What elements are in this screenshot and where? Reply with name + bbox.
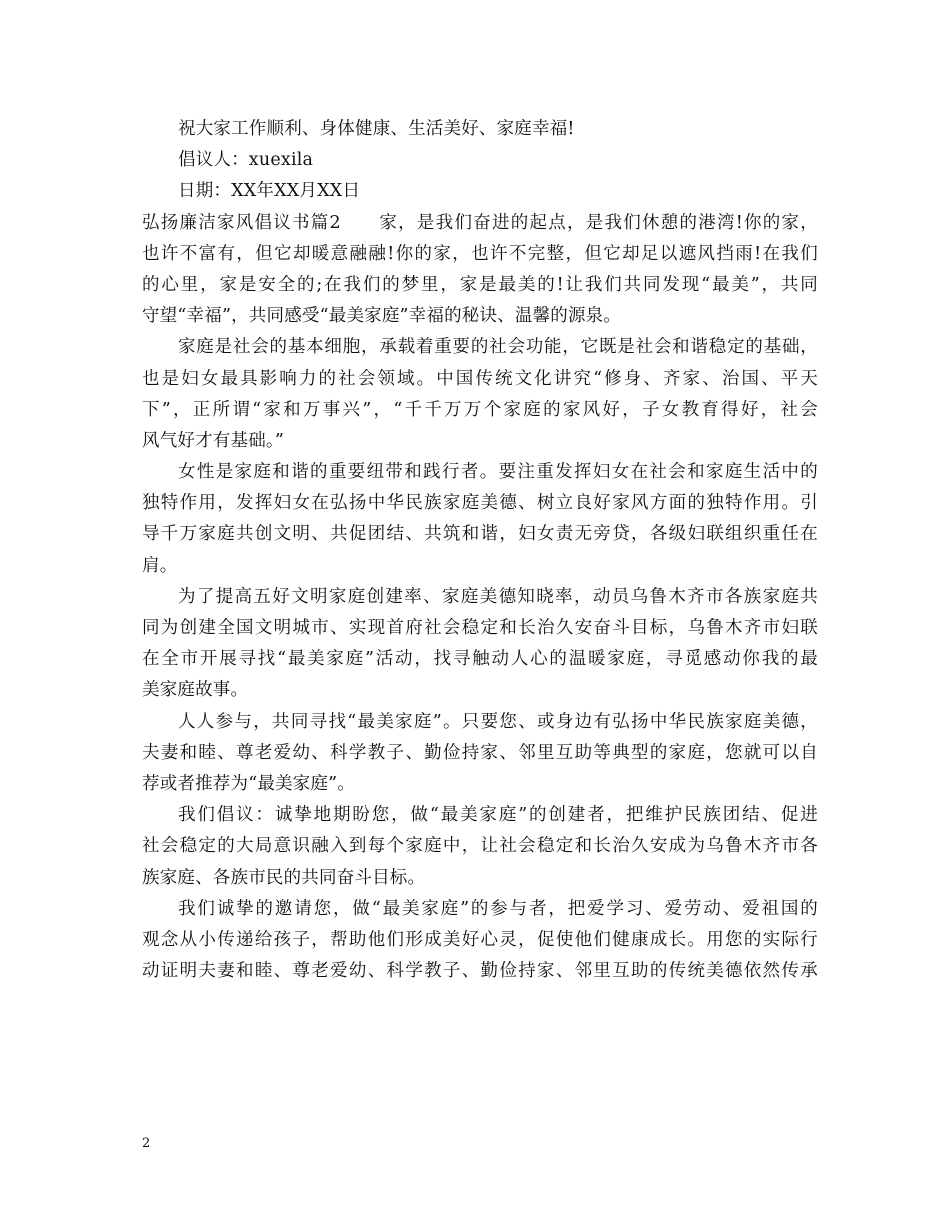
paragraph-line: 我们诚挚的邀请您，做“最美家庭”的参与者，把爱学习、爱劳动、爱祖国的 [178,898,818,919]
paragraph-line: 家庭是社会的基本细胞，承载着重要的社会功能，它既是社会和谐稳定的基础， [178,337,818,358]
section2-line: 的心里，家是安全的;在我们的梦里，家是最美的!让我们共同发现“最美”，共同 [142,274,818,295]
section2-line: 也许不富有，但它却暖意融融!你的家，也许不完整，但它却足以遮风挡雨!在我们 [142,243,818,264]
paragraph-line: 社会稳定的大局意识融入到每个家庭中，让社会稳定和长治久安成为乌鲁木齐市各 [142,836,818,857]
paragraph-line: 人人参与，共同寻找“最美家庭”。只要您、或身边有弘扬中华民族家庭美德， [178,711,818,732]
paragraph-line: 荐或者推荐为“最美家庭”。 [142,773,355,794]
paragraph-line: 下”，正所谓“家和万事兴”，“千千万万个家庭的家风好，子女教育得好，社会 [142,399,818,420]
paragraph-line: 女性是家庭和谐的重要纽带和践行者。要注重发挥妇女在社会和家庭生活中的 [178,462,818,483]
paragraph-line: 也是妇女最具影响力的社会领域。中国传统文化讲究“修身、齐家、治国、平天 [142,368,818,389]
paragraph-line: 美家庭故事。 [142,680,249,701]
document-body [142,114,818,987]
paragraph-line: 族家庭、各族市民的共同奋斗目标。 [142,867,426,888]
paragraph-line: 我们倡议：诚挚地期盼您，做“最美家庭”的创建者，把维护民族团结、促进 [178,805,818,826]
paragraph-line: 肩。 [142,555,178,576]
section2-title-line: 弘扬廉洁家风倡议书篇2 家，是我们奋进的起点，是我们休憩的港湾!你的家， [142,212,818,233]
paragraph-line: 在全市开展寻找“最美家庭”活动，找寻触动人心的温暖家庭，寻觅感动你我的最 [142,649,818,670]
closing-wish: 祝大家工作顺利、身体健康、生活美好、家庭幸福! [178,119,575,139]
paragraph-line: 观念从小传递给孩子，帮助他们形成美好心灵，促使他们健康成长。用您的实际行 [142,929,818,950]
paragraph-line: 风气好才有基础。” [142,430,284,451]
section2-line: 守望“幸福”，共同感受“最美家庭”幸福的秘诀、温馨的源泉。 [142,306,622,327]
paragraph-line: 独特作用，发挥妇女在弘扬中华民族家庭美德、树立良好家风方面的独特作用。引 [142,493,818,514]
paragraph-line: 为了提高五好文明家庭创建率、家庭美德知晓率，动员乌鲁木齐市各族家庭共 [178,586,818,607]
paragraph-line: 动证明夫妻和睦、尊老爱幼、科学教子、勤俭持家、邻里互助的传统美德依然传承 [142,961,818,982]
date-line: 日期：XX年XX月XX日 [178,181,361,202]
page-number: 2 [142,1136,151,1151]
proposer-line: 倡议人：xuexila [178,150,314,171]
paragraph-line: 同为创建全国文明城市、实现首府社会稳定和长治久安奋斗目标，乌鲁木齐市妇联 [142,618,818,638]
paragraph-line: 导千万家庭共创文明、共促团结、共筑和谐，妇女责无旁贷，各级妇联组织重任在 [142,524,818,545]
paragraph-line: 夫妻和睦、尊老爱幼、科学教子、勤俭持家、邻里互助等典型的家庭，您就可以自 [142,742,818,763]
